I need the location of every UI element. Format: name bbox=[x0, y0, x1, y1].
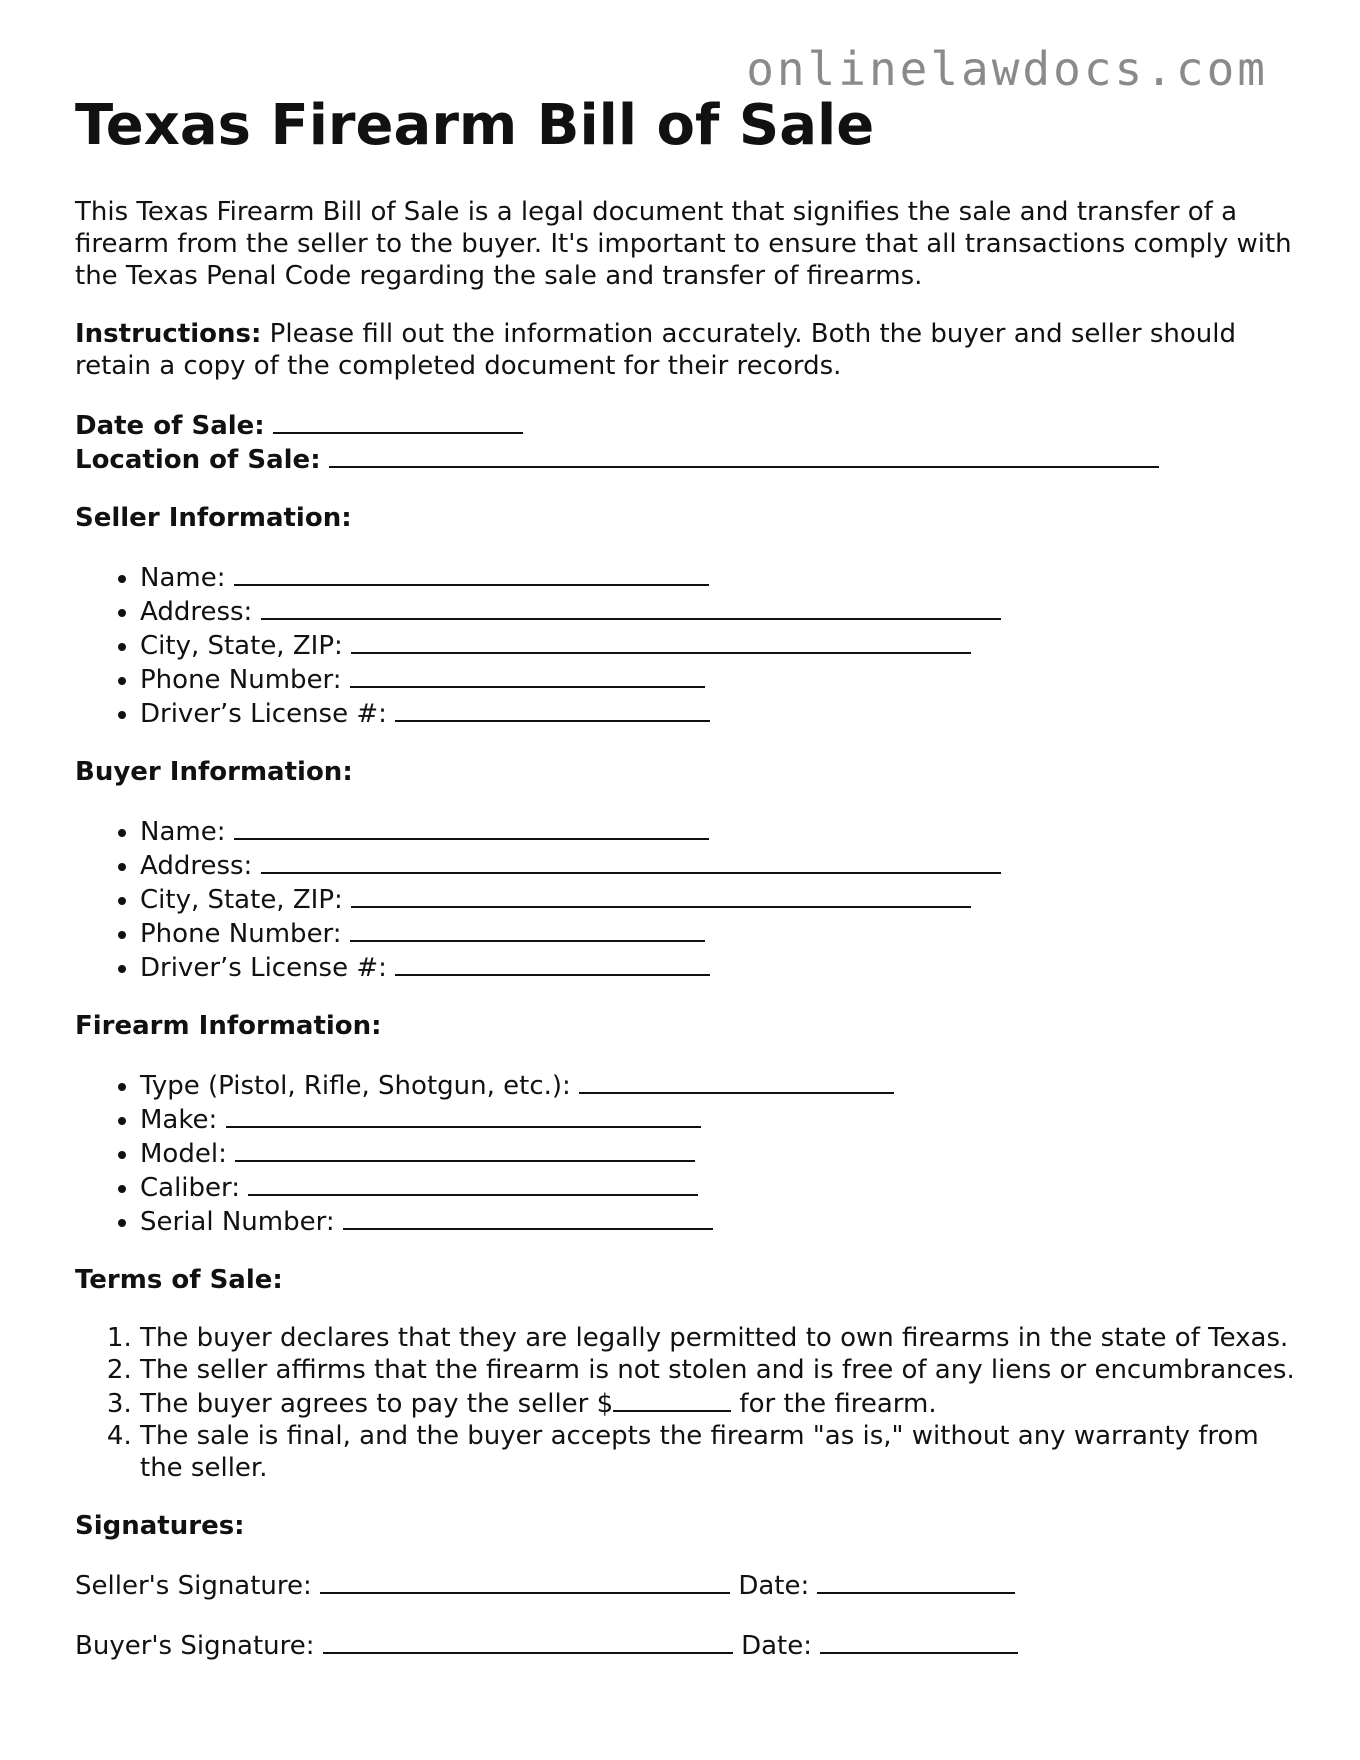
signatures-section-heading: Signatures: bbox=[75, 1511, 245, 1542]
terms-item-3-suffix: for the firearm. bbox=[731, 1389, 937, 1420]
seller-license-label: Driver’s License #: bbox=[140, 699, 387, 730]
buyer-fields-list bbox=[75, 814, 1295, 984]
list-item bbox=[140, 696, 1295, 730]
buyer-name-blank[interactable] bbox=[234, 814, 709, 840]
buyer-signature-label: Buyer's Signature: bbox=[75, 1631, 315, 1662]
document-page bbox=[75, 94, 1295, 1688]
watermark: onlinelawdocs.com bbox=[746, 42, 1268, 96]
seller-fields-list bbox=[75, 560, 1295, 730]
instructions-paragraph bbox=[75, 318, 1295, 382]
seller-phone-blank[interactable] bbox=[350, 662, 705, 688]
list-item bbox=[140, 882, 1295, 916]
firearm-serial-blank[interactable] bbox=[343, 1204, 713, 1230]
firearm-model-blank[interactable] bbox=[235, 1136, 695, 1162]
buyer-address-label: Address: bbox=[140, 851, 253, 882]
seller-signature-row bbox=[75, 1568, 1295, 1602]
seller-city-blank[interactable] bbox=[351, 628, 971, 654]
list-item bbox=[140, 1386, 1295, 1420]
buyer-date-label: Date: bbox=[741, 1631, 812, 1662]
list-item bbox=[140, 560, 1295, 594]
document-title: Texas Firearm Bill of Sale bbox=[75, 93, 875, 158]
list-item bbox=[140, 848, 1295, 882]
firearm-model-label: Model: bbox=[140, 1139, 227, 1170]
seller-name-label: Name: bbox=[140, 563, 226, 594]
seller-signature-label: Seller's Signature: bbox=[75, 1571, 312, 1602]
buyer-license-blank[interactable] bbox=[395, 950, 710, 976]
seller-address-label: Address: bbox=[140, 597, 253, 628]
list-item: 2. The seller affirms that the firearm is not stolen and is free of any liens or encumbrances. bbox=[140, 1354, 1295, 1386]
list-item bbox=[140, 814, 1295, 848]
terms-item-3-text: The buyer agrees to pay the seller $ bbox=[140, 1389, 614, 1420]
location-of-sale-row bbox=[75, 442, 1295, 476]
list-item bbox=[140, 628, 1295, 662]
seller-address-blank[interactable] bbox=[261, 594, 1001, 620]
list-item: 1. The buyer declares that they are legally permitted to own firearms in the state of Texas. bbox=[140, 1322, 1295, 1354]
seller-date-blank[interactable] bbox=[817, 1568, 1015, 1594]
buyer-signature-row bbox=[75, 1628, 1295, 1662]
buyer-phone-blank[interactable] bbox=[350, 916, 705, 942]
seller-name-blank[interactable] bbox=[234, 560, 709, 586]
buyer-phone-label: Phone Number: bbox=[140, 919, 342, 950]
sale-price-blank[interactable] bbox=[613, 1386, 731, 1412]
location-of-sale-blank[interactable] bbox=[329, 442, 1159, 468]
seller-city-label: City, State, ZIP: bbox=[140, 631, 343, 662]
list-item bbox=[140, 594, 1295, 628]
buyer-city-label: City, State, ZIP: bbox=[140, 885, 343, 916]
terms-list bbox=[75, 1322, 1295, 1484]
buyer-name-label: Name: bbox=[140, 817, 226, 848]
list-item: 4. The sale is final, and the buyer accepts the firearm "as is," without any warranty from the seller. bbox=[140, 1420, 1295, 1484]
terms-section-heading: Terms of Sale: bbox=[75, 1265, 283, 1296]
date-of-sale-blank[interactable] bbox=[273, 408, 523, 434]
buyer-license-label: Driver’s License #: bbox=[140, 953, 387, 984]
buyer-signature-blank[interactable] bbox=[323, 1628, 733, 1654]
intro-paragraph: This Texas Firearm Bill of Sale is a legal document that signifies the sale and transfer of a firearm from the seller to the buyer. It's important to ensure that all transactions comply with the Texas Penal Code regarding the sale and transfer of firearms. bbox=[75, 197, 1292, 292]
date-of-sale-row bbox=[75, 408, 1295, 442]
instructions-text: Please fill out the information accurately. Both the buyer and seller should retain a copy of the completed document for their records. bbox=[75, 319, 1236, 382]
date-of-sale-label: Date of Sale: bbox=[75, 411, 265, 442]
buyer-section-heading: Buyer Information: bbox=[75, 757, 353, 788]
seller-signature-blank[interactable] bbox=[320, 1568, 730, 1594]
firearm-caliber-blank[interactable] bbox=[248, 1170, 698, 1196]
buyer-city-blank[interactable] bbox=[351, 882, 971, 908]
list-item bbox=[140, 916, 1295, 950]
instructions-label: Instructions: bbox=[75, 319, 262, 350]
buyer-address-blank[interactable] bbox=[261, 848, 1001, 874]
seller-section-heading: Seller Information: bbox=[75, 503, 352, 534]
seller-license-blank[interactable] bbox=[395, 696, 710, 722]
buyer-date-blank[interactable] bbox=[820, 1628, 1018, 1654]
list-item bbox=[140, 1102, 1295, 1136]
firearm-caliber-label: Caliber: bbox=[140, 1173, 241, 1204]
seller-phone-label: Phone Number: bbox=[140, 665, 342, 696]
firearm-make-blank[interactable] bbox=[226, 1102, 701, 1128]
list-item bbox=[140, 1204, 1295, 1238]
list-item bbox=[140, 1136, 1295, 1170]
list-item bbox=[140, 1170, 1295, 1204]
list-item bbox=[140, 1068, 1295, 1102]
firearm-type-blank[interactable] bbox=[579, 1068, 894, 1094]
firearm-make-label: Make: bbox=[140, 1105, 218, 1136]
list-item bbox=[140, 662, 1295, 696]
firearm-serial-label: Serial Number: bbox=[140, 1207, 335, 1238]
firearm-fields-list bbox=[75, 1068, 1295, 1238]
seller-date-label: Date: bbox=[738, 1571, 810, 1602]
firearm-type-label: Type (Pistol, Rifle, Shotgun, etc.): bbox=[140, 1071, 571, 1102]
location-of-sale-label: Location of Sale: bbox=[75, 445, 321, 476]
list-item bbox=[140, 950, 1295, 984]
firearm-section-heading: Firearm Information: bbox=[75, 1011, 382, 1042]
